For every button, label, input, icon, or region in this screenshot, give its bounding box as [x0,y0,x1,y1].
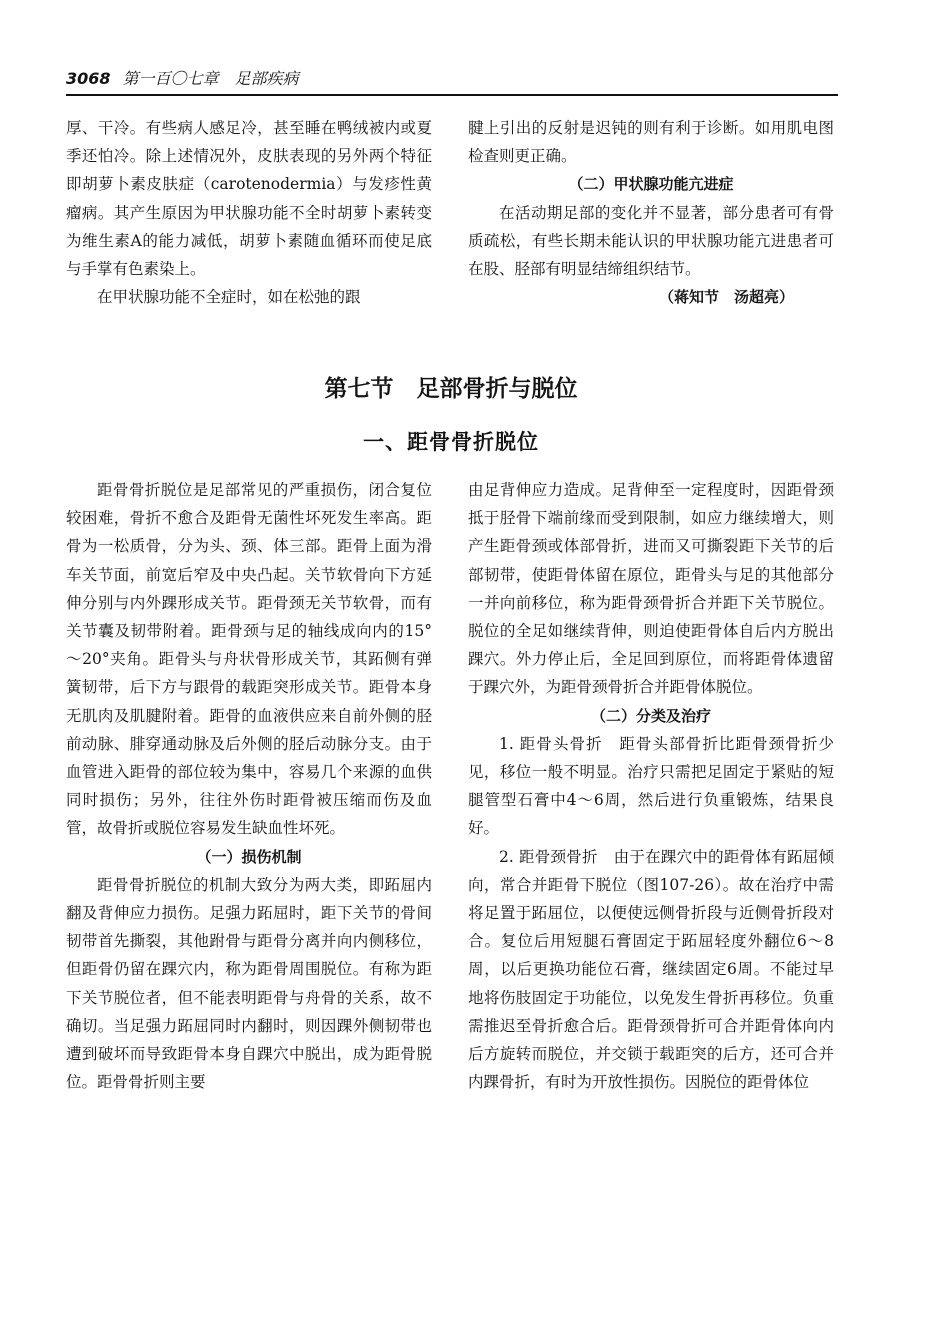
paragraph: 由足背伸应力造成。足背伸至一定程度时，因距骨颈抵于胫骨下端前缘而受到限制，如应力继续增大，则产生距骨颈或体部骨折，进而又可撕裂距下关节的后部韧带，使距骨体留在原位，距骨头与足的其他部分一并向前移位，称为距骨颈骨折合并距下关节脱位。脱位的全足如继续背伸，则迫使距骨体自后内方脱出踝穴。外力停止后，全足回到原位，而将距骨体遗留于踝穴外，为距骨颈骨折合并距骨体脱位。 [468,481,834,697]
paragraph: 距骨骨折脱位是足部常见的严重损伤，闭合复位较困难，骨折不愈合及距骨无菌性坏死发生率高。距骨为一松质骨，分为头、颈、体三部。距骨上面为滑车关节面，前宽后窄及中央凸起。关节软骨向下方延伸分别与内外踝形成关节。距骨颈无关节软骨，而有关节囊及韧带附着。距骨颈与足的轴线成向内的15°～20°夹角。距骨头与舟状骨形成关节，其跖侧有弹簧韧带，后下方与跟骨的载距突形成关节。距骨本身无肌肉及肌腱附着。距骨的血液供应来自前外侧的胫前动脉、腓穿通动脉及后外侧的胫后动脉分支。由于血管进入距骨的部位较为集中，容易几个来源的血供同时损伤；另外，往往外伤时距骨被压缩而伤及血管，故骨折或脱位容易发生缺血性坏死。 [66,481,432,838]
page-number: 3068 [66,69,111,88]
paragraph: 在甲状腺功能不全症时，如在松弛的跟 [97,288,361,307]
bottom-right-column [468,476,834,1096]
paragraph: 1. 距骨头骨折 距骨头部骨折比距骨颈骨折少见，移位一般不明显。治疗只需把足固定于紧贴的短腿管型石膏中4～6周，然后进行负重锻炼，结果良好。 [468,734,834,838]
paragraph: 在活动期足部的变化并不显著，部分患者可有骨质疏松，有些长期未能认识的甲状腺功能亢进患者可在股、胫部有明显结缔组织结节。 [468,203,834,279]
bottom-left-column [66,476,432,1096]
paragraph: 2. 距骨颈骨折 由于在踝穴中的距骨体有跖屈倾向，常合并距骨下脱位（图107-26）。故在治疗中需将足置于跖屈位，以便使远侧骨折段与近侧骨折段对合。复位后用短腿石膏固定于跖屈轻度外翻位6～8周，以后更换功能位石膏，继续固定6周。不能过早地将伤肢固定于功能位，以免发生骨折再移位。负重需推迟至骨折愈合后。距骨颈骨折可合并距骨体向内后方旋转而脱位，并交锁于载距突的后方，还可合并内踝骨折，有时为开放性损伤。因脱位的距骨体位 [468,847,834,1092]
header-rule [66,94,838,96]
chapter-title: 第一百〇七章 足部疾病 [122,69,299,88]
section-title: 第七节 足部骨折与脱位 [324,376,578,402]
paragraph: 腱上引出的反射是迟钝的则有利于诊断。如用肌电图检查则更正确。 [468,119,834,166]
top-right-column [468,114,834,311]
subheading: （一）损伤机制 [196,847,302,866]
running-header [66,66,836,89]
subheading: （二）分类及治疗 [590,706,711,725]
subheading: （二）甲状腺功能亢进症 [568,175,734,194]
top-left-column [66,114,432,311]
paragraph: 距骨骨折脱位的机制大致分为两大类，即跖屈内翻及背伸应力损伤。足强力跖屈时，距下关节的骨间韧带首先撕裂，其他跗骨与距骨分离并向内侧移位，但距骨仍留在踝穴内，称为距骨周围脱位。有称为距下关节脱位者，但不能表明距骨与舟骨的关系，故不确切。当足强力跖屈同时内翻时，则因踝外侧韧带也遭到破坏而导致距骨本身自踝穴中脱出，成为距骨脱位。距骨骨折则主要 [66,875,432,1092]
subsection-title: 一、距骨骨折脱位 [363,429,539,454]
paragraph: 厚、干冷。有些病人感足冷，甚至睡在鸭绒被内或夏季还怕冷。除上述情况外，皮肤表现的另外两个特征即胡萝卜素皮肤症（carotenodermia）与发疹性黄瘤病。其产生原因为甲状腺功能不全时胡萝卜素转变为维生素A的能力减低，胡萝卜素随血循环而使足底与手掌有色素染上。 [66,119,432,279]
author-signature: （蒋知节 汤超亮） [658,288,794,307]
